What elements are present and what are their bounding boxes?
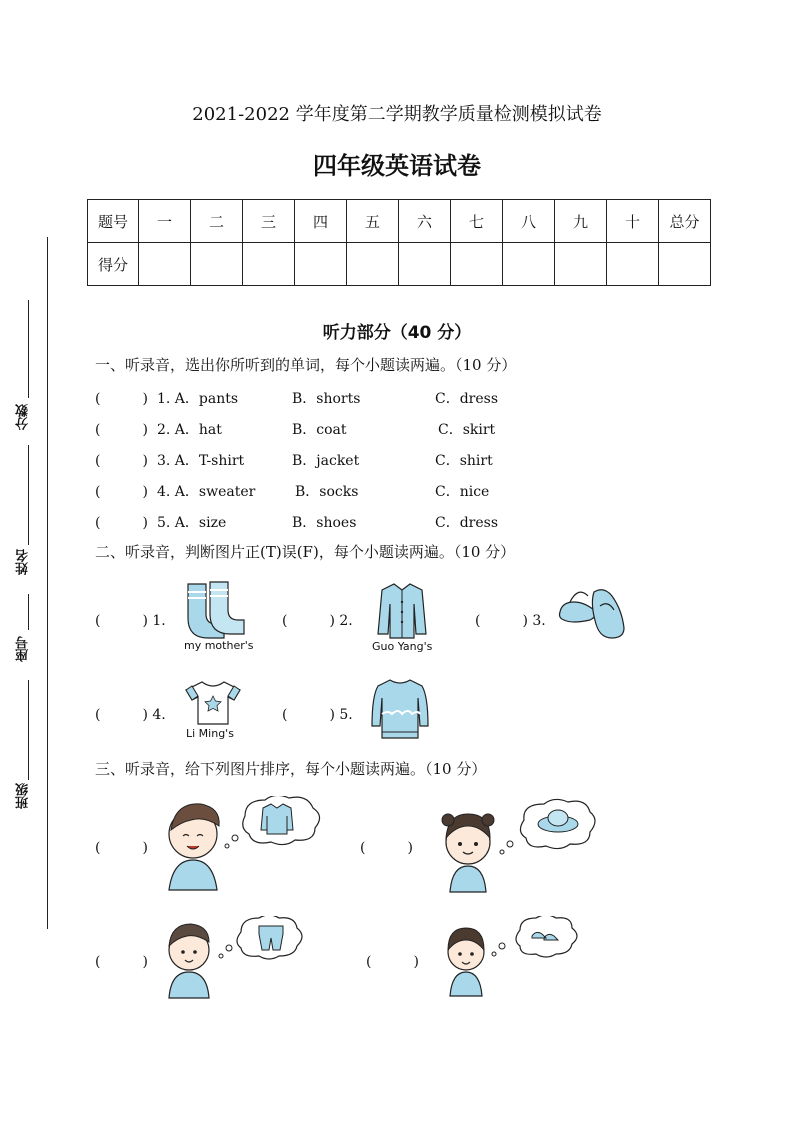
table-header-cell: 八 — [503, 200, 555, 243]
answer-paren[interactable]: ( ) — [95, 453, 148, 469]
score-table — [87, 199, 711, 286]
option-b: B．shorts — [292, 391, 361, 407]
image-caption: Guo Yang's — [372, 640, 433, 653]
option-c: C．dress — [435, 515, 499, 531]
table-header-cell: 三 — [243, 200, 295, 243]
table-header-cell: 十 — [607, 200, 659, 243]
table-header-cell: 二 — [191, 200, 243, 243]
option-a: 5. A．size — [157, 515, 227, 531]
table-header-cell: 五 — [347, 200, 399, 243]
answer-paren[interactable]: ( ) — [95, 422, 148, 438]
answer-paren[interactable]: ( ) — [95, 515, 148, 531]
table-header-cell: 题号 — [88, 200, 139, 243]
option-b: B．socks — [295, 484, 359, 500]
table-header-cell: 九 — [555, 200, 607, 243]
part3-instruction: 三、听录音，给下列图片排序，每个小题读两遍。（10 分） — [95, 760, 487, 778]
part2-instruction: 二、听录音，判断图片正(T)误(F)，每个小题读两遍。（10 分） — [95, 543, 516, 561]
table-header-cell: 七 — [451, 200, 503, 243]
tf-answer-3[interactable]: ( ) 3. — [475, 613, 546, 629]
order-answer-3[interactable]: ( ) — [95, 954, 148, 970]
blank-line — [28, 445, 29, 545]
option-c: C．nice — [435, 484, 490, 500]
order-answer-4[interactable]: ( ) — [366, 954, 419, 970]
option-c: C．dress — [435, 391, 499, 407]
socks-icon — [180, 578, 250, 640]
score-cell[interactable] — [243, 243, 295, 286]
exam-subtitle: 四年级英语试卷 — [313, 152, 481, 180]
class-label: 班级 — [16, 783, 31, 809]
table-header-cell: 六 — [399, 200, 451, 243]
part1-instruction: 一、听录音，选出你所听到的单词，每个小题读两遍。（10 分） — [95, 356, 517, 374]
tf-answer-2[interactable]: ( ) 2. — [282, 613, 353, 629]
seat-label: 座号 — [16, 636, 31, 662]
score-cell[interactable] — [659, 243, 711, 286]
score-cell[interactable] — [295, 243, 347, 286]
order-answer-2[interactable]: ( ) — [360, 840, 413, 856]
score-cell[interactable] — [607, 243, 659, 286]
girl-thinking-shoes — [444, 916, 584, 1000]
order-answer-1[interactable]: ( ) — [95, 840, 148, 856]
score-cell[interactable] — [503, 243, 555, 286]
option-b: B．jacket — [292, 453, 360, 469]
option-a: 2. A．hat — [157, 422, 222, 438]
tshirt-icon — [184, 680, 242, 726]
table-row-label: 得分 — [88, 243, 139, 286]
score-cell[interactable] — [191, 243, 243, 286]
option-a: 3. A．T-shirt — [157, 453, 245, 469]
score-label: 分数 — [16, 404, 31, 430]
score-cell[interactable] — [555, 243, 607, 286]
tf-answer-5[interactable]: ( ) 5. — [282, 707, 353, 723]
exam-title: 2021-2022 学年度第二学期教学质量检测模拟试卷 — [192, 104, 602, 125]
option-a: 4. A．sweater — [157, 484, 256, 500]
table-header-cell: 总分 — [659, 200, 711, 243]
blank-line — [28, 594, 29, 630]
name-label: 姓名 — [16, 549, 31, 575]
score-cell[interactable] — [347, 243, 399, 286]
option-a: 1. A．pants — [157, 391, 239, 407]
section-title: 听力部分（40 分） — [322, 323, 472, 343]
image-caption: my mother's — [184, 639, 254, 652]
boy-thinking-shirt — [165, 796, 325, 892]
blank-line — [28, 300, 29, 398]
tf-answer-1[interactable]: ( ) 1. — [95, 613, 166, 629]
option-c: C．skirt — [438, 422, 496, 438]
shirt-icon — [376, 582, 428, 640]
boy-thinking-shorts — [165, 916, 305, 1000]
tf-answer-4[interactable]: ( ) 4. — [95, 707, 166, 723]
shoes-icon — [556, 584, 628, 644]
answer-paren[interactable]: ( ) — [95, 484, 148, 500]
sweater-icon — [368, 676, 432, 742]
answer-paren[interactable]: ( ) — [95, 391, 148, 407]
option-b: B．shoes — [292, 515, 357, 531]
score-cell[interactable] — [399, 243, 451, 286]
girl-thinking-hat — [438, 798, 598, 894]
image-caption: Li Ming's — [186, 727, 234, 740]
blank-line — [28, 680, 29, 780]
table-header-cell: 一 — [139, 200, 191, 243]
score-cell[interactable] — [139, 243, 191, 286]
option-c: C．shirt — [435, 453, 493, 469]
score-cell[interactable] — [451, 243, 503, 286]
table-header-cell: 四 — [295, 200, 347, 243]
option-b: B．coat — [292, 422, 347, 438]
